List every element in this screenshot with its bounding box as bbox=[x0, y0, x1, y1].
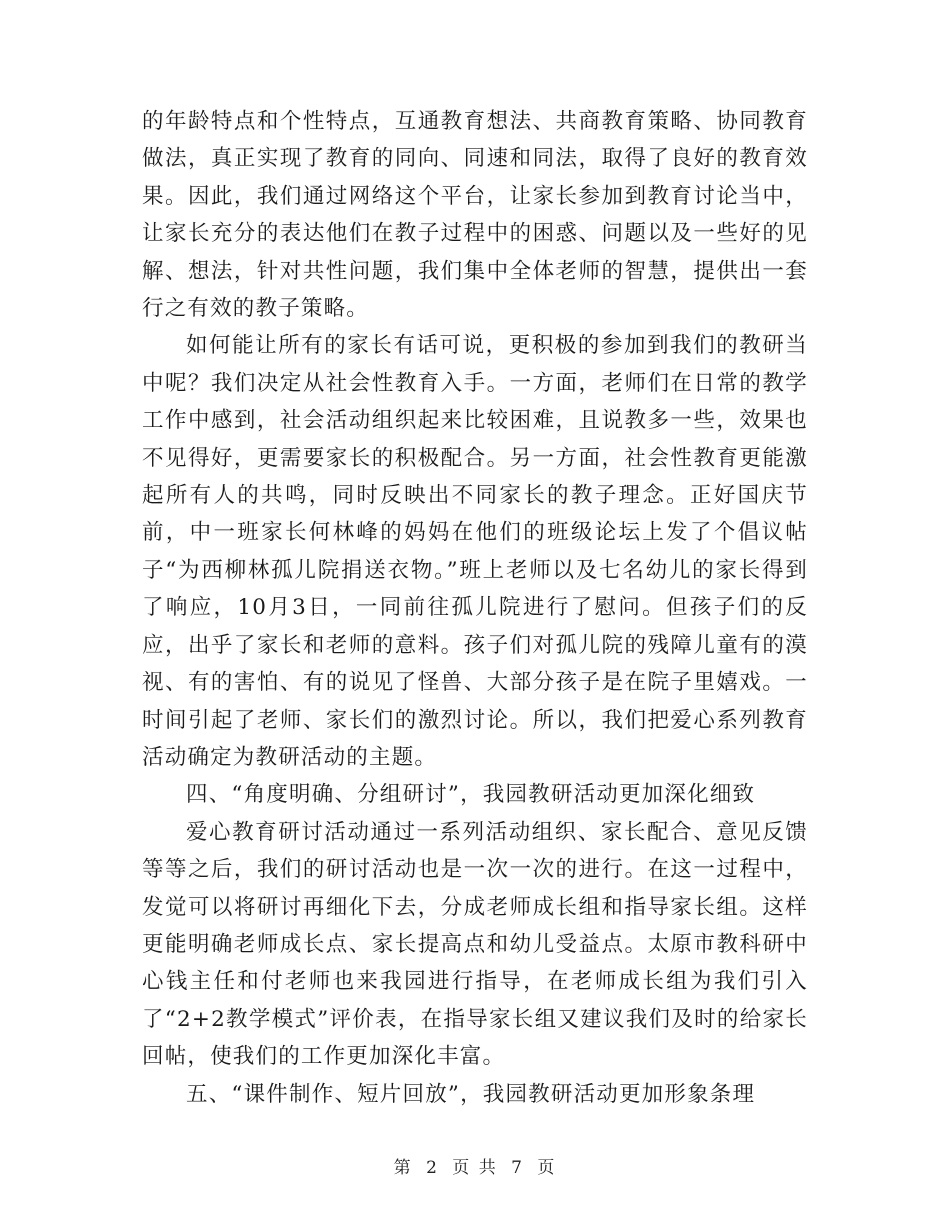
section-heading-four: 四、“角度明确、分组研讨”，我园教研活动更加深化细致 bbox=[186, 782, 756, 808]
paragraph-social-education: 如何能让所有的家长有话可说，更积极的参加到我们的教研当中呢？我们决定从社会性教育入手。一方面，老师们在日常的教学工作中感到，社会活动组织起来比较困难，且说教多一些，效果也不见得好，更需要家长的积极配合。另一方面，社会性教育更能激起所有人的共鸣，同时反映出不同家长的教子理念。正好国庆节前，中一班家长何林峰的妈妈在他们的班级论坛上发了个倡议帖子“为西柳林孤儿院捐送衣物。”班上老师以及七名幼儿的家长得到了响应，10月3日，一同前往孤儿院进行了慰问。但孩子们的反应，出乎了家长和老师的意料。孩子们对孤儿院的残障儿童有的漠视、有的害怕、有的说见了怪兽、大部分孩子是在院子里嬉戏。一时间引起了老师、家长们的激烈讨论。所以，我们把爱心系列教育活动确定为教研活动的主题。 bbox=[142, 333, 808, 770]
footer-prefix: 第 bbox=[393, 1158, 413, 1178]
footer-middle: 页 共 bbox=[452, 1158, 498, 1178]
section-heading-five: 五、“课件制作、短片回放”，我园教研活动更加形象条理 bbox=[186, 1081, 756, 1107]
paragraph-group-discussion: 爱心教育研讨活动通过一系列活动组织、家长配合、意见反馈等等之后，我们的研讨活动也是一次一次的进行。在这一过程中，发觉可以将研讨再细化下去，分成老师成长组和指导家长组。这样更能明确老师成长点、家长提高点和幼儿受益点。太原市教科研中心钱主任和付老师也来我园进行指导，在老师成长组为我们引入了“2+2教学模式”评价表，在指导家长组又建议我们及时的给家长回帖，使我们的工作更加深化丰富。 bbox=[142, 819, 808, 1070]
footer-total-pages: 7 bbox=[511, 1158, 524, 1178]
footer-current-page: 2 bbox=[426, 1158, 439, 1178]
page-footer bbox=[0, 1153, 950, 1178]
footer-suffix: 页 bbox=[537, 1158, 557, 1178]
document-body bbox=[142, 103, 808, 1113]
paragraph-continuation: 的年龄特点和个性特点，互通教育想法、共商教育策略、协同教育做法，真正实现了教育的同向、同速和同法，取得了良好的教育效果。因此，我们通过网络这个平台，让家长参加到教育讨论当中，让家长充分的表达他们在教子过程中的困惑、问题以及一些好的见解、想法，针对共性问题，我们集中全体老师的智慧，提供出一套行之有效的教子策略。 bbox=[142, 109, 808, 322]
